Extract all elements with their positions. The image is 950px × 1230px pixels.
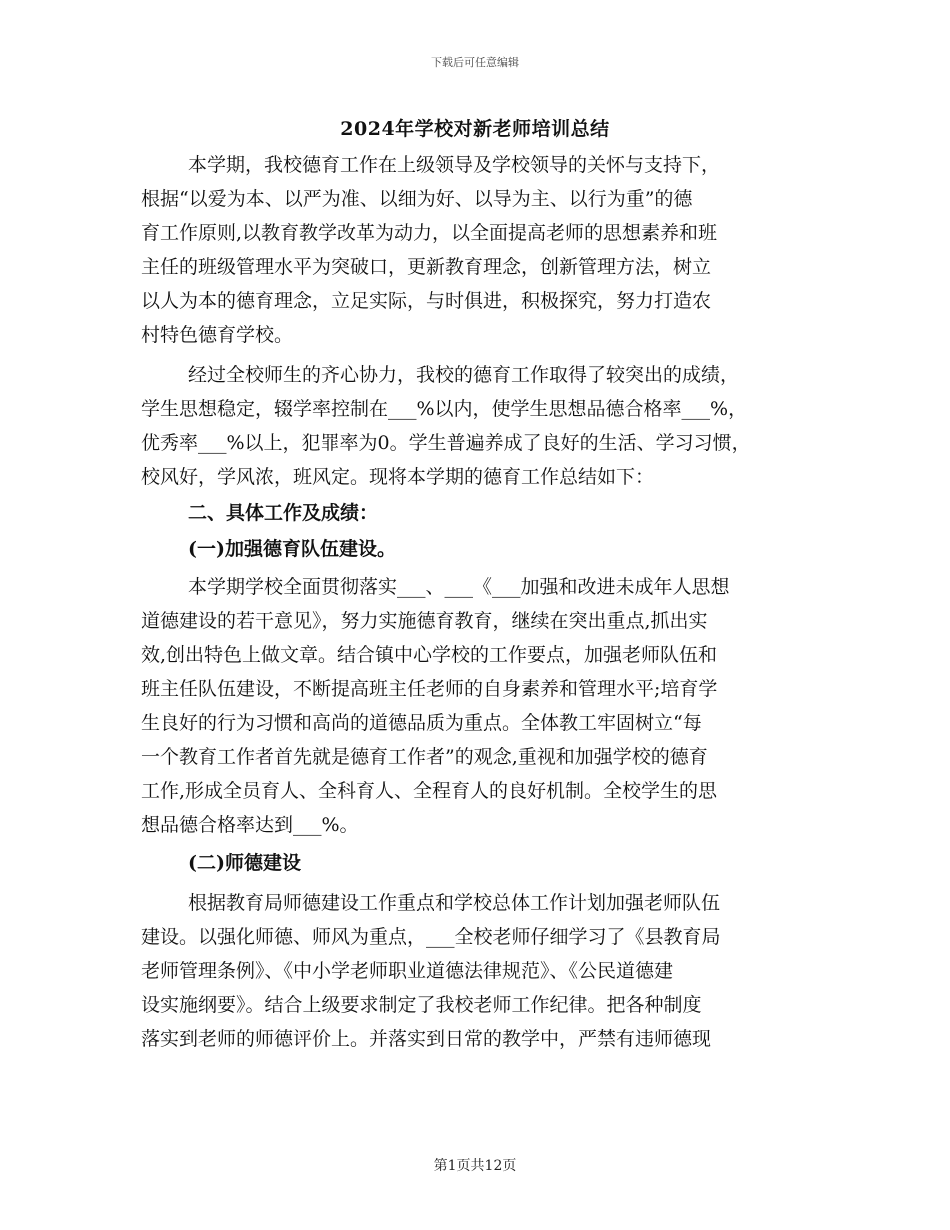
body-line: 一个教育工作者首先就是德育工作者”的观念,重视和加强学校的德育 — [141, 746, 708, 768]
body-line: 以人为本的德育理念，立足实际，与时俱进，积极探究，努力打造农 — [141, 290, 712, 312]
subsection-heading: (二)师德建设 — [188, 852, 301, 874]
body-line: 道德建设的若干意见》，努力实施德育教育，继续在突出重点,抓出实 — [141, 610, 708, 632]
body-line: 设实施纲要》。结合上级要求制定了我校老师工作纪律。把各种制度 — [141, 994, 702, 1016]
body-line: 校风好，学风浓，班风定。现将本学期的德育工作总结如下： — [141, 466, 655, 488]
body-line: 效,创出特色上做文章。结合镇中心学校的工作要点，加强老师队伍和 — [141, 644, 718, 666]
body-line: 工作,形成全员育人、全科育人、全程育人的良好机制。全校学生的思 — [141, 780, 718, 802]
subsection-heading: (一)加强德育队伍建设。 — [188, 538, 396, 560]
body-line: 育工作原则,以教育教学改革为动力，以全面提高老师的思想素养和班 — [141, 222, 718, 244]
section-heading: 二、具体工作及成绩： — [188, 502, 379, 524]
body-line: 班主任队伍建设，不断提高班主任老师的自身素养和管理水平;培育学 — [141, 678, 718, 700]
body-line: 村特色德育学校。 — [141, 324, 294, 346]
body-line: 落实到老师的师德评价上。并落实到日常的教学中，严禁有违师德现 — [141, 1028, 712, 1050]
body-line: 老师管理条例》、《中小学老师职业道德法律规范》、《公民道德建 — [141, 960, 674, 982]
body-line: 本学期学校全面贯彻落实___、___《___加强和改进未成年人思想 — [188, 576, 730, 598]
body-line: 本学期，我校德育工作在上级领导及学校领导的关怀与支持下， — [188, 154, 721, 176]
body-line: 学生思想稳定，辍学率控制在___%以内，使学生思想品德合格率___%， — [141, 398, 748, 420]
body-line: 根据教育局师德建设工作重点和学校总体工作计划加强老师队伍 — [188, 892, 721, 914]
header-note: 下载后可任意编辑 — [431, 56, 519, 69]
body-line: 想品德合格率达到___%。 — [141, 814, 359, 836]
document-title: 2024年学校对新老师培训总结 — [340, 118, 610, 140]
body-line: 经过全校师生的齐心协力，我校的德育工作取得了较突出的成绩， — [188, 364, 740, 386]
body-line: 主任的班级管理水平为突破口，更新教育理念，创新管理方法，树立 — [141, 256, 712, 278]
body-line: 优秀率___%以上，犯罪率为0。学生普遍养成了良好的生活、学习习惯， — [141, 432, 751, 454]
body-line: 生良好的行为习惯和高尚的道德品质为重点。全体教工牢固树立“每 — [141, 712, 702, 734]
body-line: 根据“以爱为本、以严为准、以细为好、以导为主、以行为重”的德 — [141, 188, 693, 210]
page-number-footer: 第1页共12页 — [433, 1158, 517, 1174]
body-line: 建设。以强化师德、师风为重点，___全校老师仔细学习了《县教育局 — [141, 926, 721, 948]
